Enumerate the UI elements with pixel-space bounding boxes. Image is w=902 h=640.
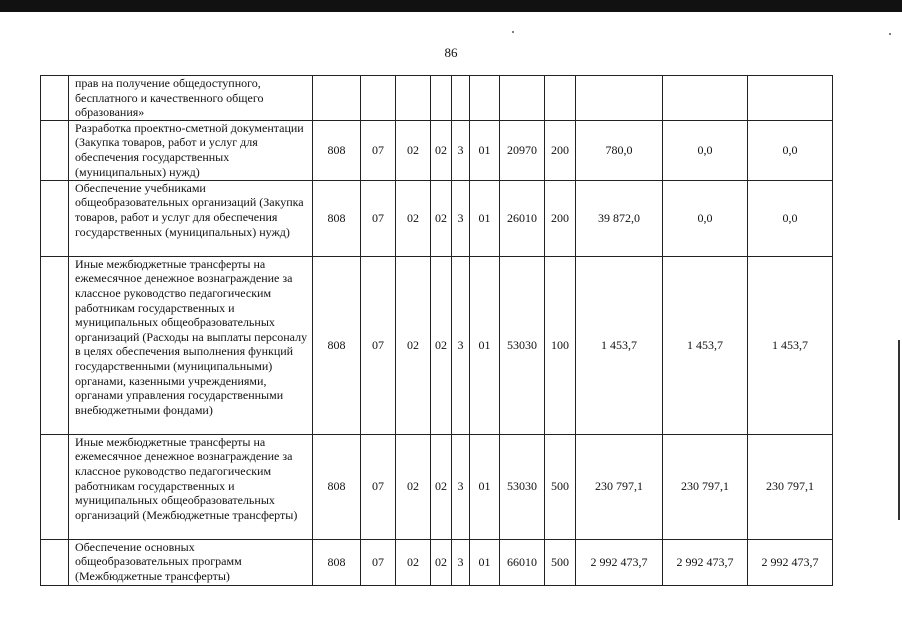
subsection-code — [396, 76, 431, 121]
amount-year-3: 0,0 — [748, 180, 833, 256]
subsection-code: 02 — [396, 120, 431, 180]
program-code: 02 — [431, 256, 452, 434]
table-row — [41, 120, 833, 180]
section-code: 07 — [361, 180, 396, 256]
table-row — [41, 434, 833, 539]
amount-year-2: 230 797,1 — [663, 434, 748, 539]
amount-year-2 — [663, 76, 748, 121]
amount-year-1: 230 797,1 — [576, 434, 663, 539]
amount-year-3: 230 797,1 — [748, 434, 833, 539]
amount-year-2: 0,0 — [663, 120, 748, 180]
program-code: 02 — [431, 120, 452, 180]
scan-top-border — [0, 0, 902, 12]
amount-year-1: 780,0 — [576, 120, 663, 180]
expense-description: Иные межбюджетные трансферты на ежемесячное денежное вознаграждение за классное руководство педагогическим работникам государственных и муниципальных общеобразовательных организаций (Межбюджетные трансферты) — [69, 434, 313, 539]
subprogram-code: 3 — [452, 434, 470, 539]
ministry-code — [313, 76, 361, 121]
expense-type-code: 500 — [545, 434, 576, 539]
scan-speck — [512, 31, 514, 33]
subprogram-code — [452, 76, 470, 121]
amount-year-3: 0,0 — [748, 120, 833, 180]
activity-code: 01 — [470, 434, 500, 539]
amount-year-1: 39 872,0 — [576, 180, 663, 256]
expense-type-code: 500 — [545, 539, 576, 585]
row-marker-cell — [41, 539, 69, 585]
row-marker-cell — [41, 180, 69, 256]
direction-code: 53030 — [500, 256, 545, 434]
section-code — [361, 76, 396, 121]
amount-year-3: 2 992 473,7 — [748, 539, 833, 585]
program-code — [431, 76, 452, 121]
expense-description: Разработка проектно-сметной документации (Закупка товаров, работ и услуг для обеспечения государственных (муниципальных) нужд) — [69, 120, 313, 180]
activity-code — [470, 76, 500, 121]
ministry-code: 808 — [313, 180, 361, 256]
program-code: 02 — [431, 434, 452, 539]
amount-year-3: 1 453,7 — [748, 256, 833, 434]
expense-description: прав на получение общедоступного, бесплатного и качественного общего образования» — [69, 76, 313, 121]
subprogram-code: 3 — [452, 256, 470, 434]
expense-description: Обеспечение учебниками общеобразовательных организаций (Закупка товаров, работ и услуг для обеспечения государственных (муниципальных) нужд) — [69, 180, 313, 256]
subsection-code: 02 — [396, 256, 431, 434]
table-row — [41, 76, 833, 121]
subsection-code: 02 — [396, 434, 431, 539]
ministry-code: 808 — [313, 120, 361, 180]
amount-year-2: 2 992 473,7 — [663, 539, 748, 585]
subprogram-code: 3 — [452, 539, 470, 585]
subprogram-code: 3 — [452, 120, 470, 180]
row-marker-cell — [41, 256, 69, 434]
section-code: 07 — [361, 539, 396, 585]
activity-code: 01 — [470, 180, 500, 256]
direction-code — [500, 76, 545, 121]
table-row — [41, 256, 833, 434]
activity-code: 01 — [470, 539, 500, 585]
section-code: 07 — [361, 256, 396, 434]
page-number: 86 — [444, 45, 458, 60]
row-marker-cell — [41, 120, 69, 180]
ministry-code: 808 — [313, 539, 361, 585]
row-marker-cell — [41, 434, 69, 539]
program-code: 02 — [431, 180, 452, 256]
expense-type-code: 200 — [545, 180, 576, 256]
subsection-code: 02 — [396, 539, 431, 585]
scan-speck — [889, 33, 891, 35]
amount-year-2: 1 453,7 — [663, 256, 748, 434]
budget-table — [40, 75, 833, 586]
scan-edge-mark — [898, 340, 900, 520]
program-code: 02 — [431, 539, 452, 585]
ministry-code: 808 — [313, 434, 361, 539]
section-code: 07 — [361, 434, 396, 539]
expense-type-code: 100 — [545, 256, 576, 434]
ministry-code: 808 — [313, 256, 361, 434]
subprogram-code: 3 — [452, 180, 470, 256]
amount-year-3 — [748, 76, 833, 121]
section-code: 07 — [361, 120, 396, 180]
activity-code: 01 — [470, 120, 500, 180]
expense-description: Иные межбюджетные трансферты на ежемесячное денежное вознаграждение за классное руководство педагогическим работникам государственных и муниципальных общеобразовательных организаций (Расходы на выплаты персоналу в целях обеспечения выполнения функций государственными (муниципальными) органами, казенными учреждениями, органами управления государственными внебюджетными фондами) — [69, 256, 313, 434]
table-row — [41, 539, 833, 585]
direction-code: 66010 — [500, 539, 545, 585]
subsection-code: 02 — [396, 180, 431, 256]
direction-code: 20970 — [500, 120, 545, 180]
table-row — [41, 180, 833, 256]
direction-code: 53030 — [500, 434, 545, 539]
amount-year-1 — [576, 76, 663, 121]
amount-year-1: 1 453,7 — [576, 256, 663, 434]
expense-type-code: 200 — [545, 120, 576, 180]
amount-year-1: 2 992 473,7 — [576, 539, 663, 585]
row-marker-cell — [41, 76, 69, 121]
direction-code: 26010 — [500, 180, 545, 256]
expense-type-code — [545, 76, 576, 121]
activity-code: 01 — [470, 256, 500, 434]
expense-description: Обеспечение основных общеобразовательных программ (Межбюджетные трансферты) — [69, 539, 313, 585]
amount-year-2: 0,0 — [663, 180, 748, 256]
